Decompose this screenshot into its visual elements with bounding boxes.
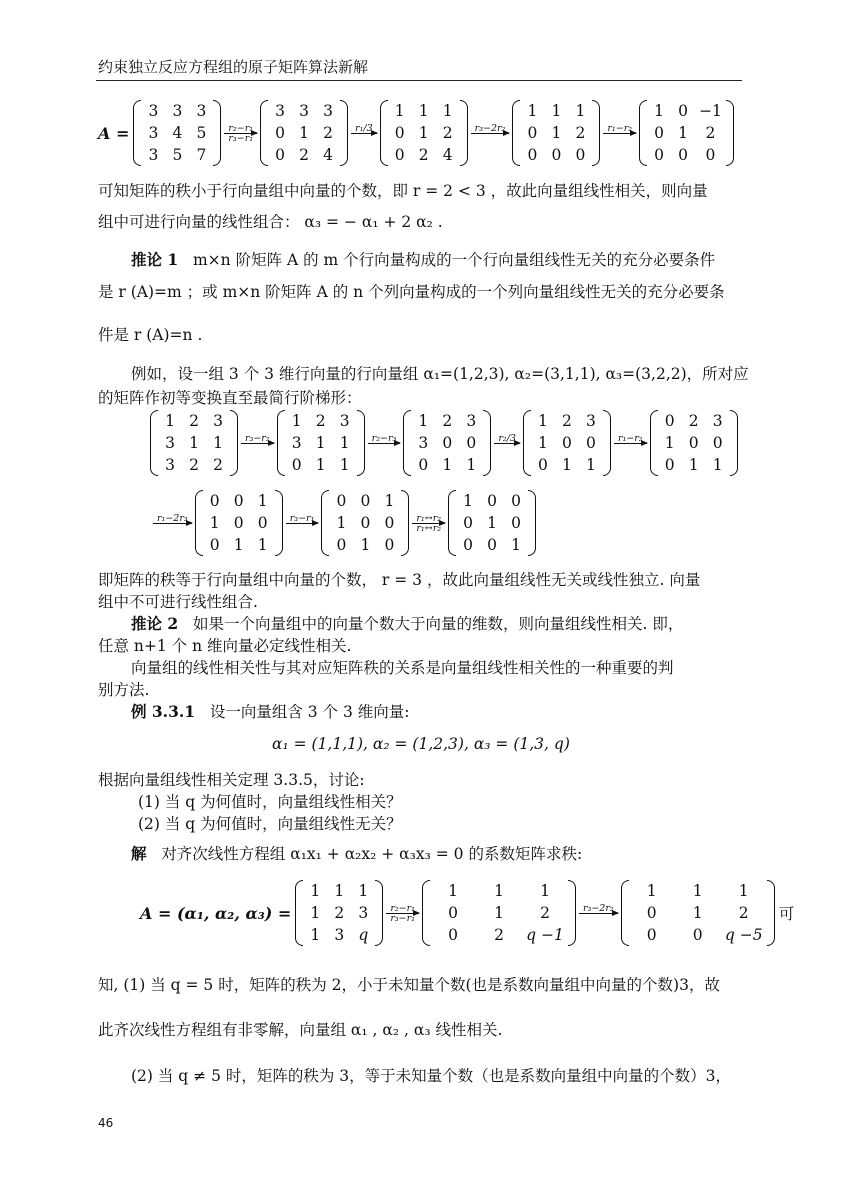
matrix-cell: 1: [688, 456, 699, 474]
arrow-icon: [351, 133, 377, 134]
matrix-cell: 0: [654, 146, 664, 164]
left-bracket: [523, 410, 531, 476]
corollary-1: [131, 250, 715, 270]
matrix-cell: 0: [538, 456, 548, 474]
right-bracket: [275, 490, 283, 556]
arrow-label: r₁−2r₃: [157, 512, 188, 524]
matrix-cell: 0: [448, 904, 458, 922]
matrix-cell: 1: [315, 434, 326, 452]
matrix-cell: 2: [540, 904, 550, 922]
arrow-spacer: [593, 914, 604, 923]
left-bracket: [380, 100, 388, 166]
matrix-cell: 0: [562, 434, 572, 452]
matrix: [260, 100, 348, 166]
matrix-cell: 1: [442, 102, 453, 120]
matrix-cell: 1: [586, 456, 596, 474]
transform-arrow: [286, 514, 319, 533]
matrix-cell: 5: [196, 124, 207, 142]
arrow-spacer: [252, 444, 263, 453]
matrix-cell: 3: [148, 124, 159, 142]
matrix-cell: 0: [487, 492, 497, 510]
matrix-cell: 3: [275, 102, 285, 120]
matrix-cell: 0: [442, 434, 453, 452]
matrix-cell: 1: [394, 102, 405, 120]
matrix-cell: 3: [358, 904, 369, 922]
arrow-spacer: [614, 134, 625, 143]
matrix-cell: 0: [511, 514, 521, 532]
arrow-label: r₃−r₁: [228, 132, 254, 144]
matrix-cell: 1: [466, 456, 477, 474]
matrix-cell: 0: [418, 456, 429, 474]
matrix-cell: 3: [339, 412, 350, 430]
matrix-cell: 0: [527, 124, 538, 142]
matrix-cell: 1: [310, 882, 321, 900]
trailing-text: 可: [778, 905, 795, 923]
left-bracket: [448, 490, 456, 556]
matrix-label: A =: [98, 123, 130, 143]
vector-definitions: α₁ = (1,1,1), α₂ = (1,2,3), α₃ = (1,3, q): [272, 735, 570, 753]
matrix-cell: 3: [165, 456, 175, 474]
matrix: [650, 410, 738, 476]
matrix-cell: 1: [257, 536, 268, 554]
matrix-cell: 2: [562, 412, 572, 430]
matrix-cell: 0: [275, 146, 285, 164]
right-bracket: [483, 410, 491, 476]
matrix-cell: 0: [551, 146, 562, 164]
matrix-cell: 1: [384, 492, 395, 510]
matrix-row-2: [150, 410, 738, 476]
matrix-cell: 4: [323, 146, 333, 164]
corollary-title: 推论 1: [131, 250, 179, 269]
transform-arrow: [351, 124, 377, 143]
matrix: [523, 410, 611, 476]
matrix-cell: 5: [172, 146, 183, 164]
right-bracket: [340, 100, 348, 166]
matrix-cell: 1: [494, 882, 504, 900]
solution-title: 解: [131, 844, 147, 863]
matrix: [380, 100, 468, 166]
left-bracket: [403, 410, 411, 476]
arrow-label: r₁−r₂: [617, 432, 643, 444]
matrix-cell: 2: [315, 412, 326, 430]
matrix-cell: 1: [551, 102, 562, 120]
matrix: [195, 490, 283, 556]
arrow-label: r₂/3: [498, 432, 516, 444]
matrix-cell: 0: [336, 536, 347, 554]
matrix-cell: 1: [418, 124, 429, 142]
matrix-cell: 1: [299, 124, 309, 142]
arrow-label: r₃−r₂: [245, 432, 270, 444]
arrow-spacer: [625, 444, 636, 453]
matrix-cell: 1: [562, 456, 572, 474]
arrow-label: r₁↔r₂: [416, 522, 442, 534]
arrow-icon: [603, 133, 636, 134]
right-bracket: [375, 880, 383, 946]
arrow-spacer: [358, 134, 369, 143]
matrix-cell: 1: [336, 514, 347, 532]
right-bracket: [568, 880, 576, 946]
arrow-icon: [386, 913, 419, 914]
paragraph-line: 的矩阵作初等变换直至最简行阶梯形：: [98, 389, 362, 407]
matrix-cell: 0: [463, 536, 473, 554]
transform-arrow: [494, 434, 520, 453]
matrix-row-4: [140, 880, 794, 946]
matrix-cell: 1: [339, 456, 350, 474]
arrow-spacer: [502, 444, 513, 453]
corollary-title: 推论 2: [131, 614, 179, 633]
arrow-icon: [614, 443, 647, 444]
matrix-cell: 0: [705, 146, 716, 164]
transform-arrow: [386, 904, 419, 923]
matrix: [639, 100, 734, 166]
arrow-icon: [368, 443, 401, 444]
transform-arrow: [579, 904, 618, 923]
arrow-label: r₂−r₁: [228, 122, 254, 134]
corollary-text: 如果一个向量组中的向量个数大于向量的维数，则向量组线性相关. 即，: [192, 615, 684, 633]
solution: [131, 844, 582, 864]
matrix-cell: 2: [418, 146, 429, 164]
matrix-cell: 2: [323, 124, 333, 142]
matrix-cell: 1: [257, 492, 268, 510]
paragraph-line: 件是 r (A)=n .: [98, 326, 203, 344]
matrix-cell: 0: [527, 146, 538, 164]
matrix-cell: 1: [511, 536, 521, 554]
paragraph-line: 组中可进行向量的线性组合： α₃ = − α₁ + 2 α₂ .: [98, 213, 443, 231]
right-bracket: [401, 490, 409, 556]
arrow-spacer: [297, 524, 308, 533]
matrix-cell: 1: [692, 882, 703, 900]
matrix: [621, 880, 775, 946]
matrix-cell: 2: [334, 904, 345, 922]
matrix-cell: 1: [209, 514, 220, 532]
matrix-label: A = (α₁, α₂, α₃) =: [140, 903, 292, 923]
matrix-row-1: [98, 100, 734, 166]
matrix-cell: 0: [586, 434, 596, 452]
transform-arrow: [412, 514, 445, 533]
paragraph-line: 是 r (A)=m ；或 m×n 阶矩阵 A 的 n 个列向量构成的一个列向量组线性无关的充分必要条: [98, 283, 725, 301]
right-bracket: [357, 410, 365, 476]
example-3-3-1: [131, 702, 409, 722]
transform-arrow: [603, 124, 636, 143]
matrix: [277, 410, 365, 476]
matrix-cell: 0: [384, 514, 395, 532]
matrix-cell: 2: [189, 456, 199, 474]
matrix-cell: 3: [196, 102, 207, 120]
matrix-cell: 1: [527, 102, 538, 120]
left-bracket: [321, 490, 329, 556]
paragraph-line: 向量组的线性相关性与其对应矩阵秩的关系是向量组线性相关性的一种重要的判: [131, 659, 674, 677]
matrix-cell: 3: [323, 102, 333, 120]
question-2: (2) 当 q 为何值时，向量组线性无关？: [138, 815, 402, 833]
matrix-cell: 2: [442, 412, 453, 430]
matrix-cell: 3: [291, 434, 302, 452]
matrix-cell: 3: [148, 102, 159, 120]
matrix-cell: 2: [189, 412, 199, 430]
matrix: [512, 100, 600, 166]
matrix-cell: 0: [678, 146, 688, 164]
matrix-cell: 0: [688, 434, 699, 452]
matrix-cell: 1: [678, 124, 688, 142]
arrow-icon: [286, 523, 319, 524]
transform-arrow: [224, 124, 257, 143]
right-bracket: [460, 100, 468, 166]
matrix: [150, 410, 238, 476]
arrow-label: r₂−r₃: [371, 432, 397, 444]
matrix-cell: q −1: [526, 926, 564, 944]
matrix-cell: 3: [418, 434, 429, 452]
matrix-cell: 3: [586, 412, 596, 430]
right-bracket: [767, 880, 775, 946]
matrix-cell: 1: [487, 514, 497, 532]
matrix-cell: 0: [384, 536, 395, 554]
matrix-cell: 3: [148, 146, 159, 164]
paragraph-line: 可知矩阵的秩小于行向量组中向量的个数，即 r = 2 < 3 ，故此向量组线性相关，则向量: [98, 182, 708, 200]
question-1: (1) 当 q 为何值时，向量组线性相关？: [138, 793, 402, 811]
matrix-cell: 0: [712, 434, 723, 452]
matrix-cell: 1: [334, 882, 345, 900]
paragraph-line: 即矩阵的秩等于行向量组中向量的个数， r = 3 ，故此向量组线性无关或线性独立. 向量: [98, 571, 701, 589]
matrix-cell: 1: [291, 412, 302, 430]
matrix-cell: 0: [664, 412, 675, 430]
matrix-cell: −1: [699, 102, 722, 120]
arrow-spacer: [378, 444, 389, 453]
left-bracket: [650, 410, 658, 476]
matrix-cell: 0: [448, 926, 458, 944]
matrix-cell: 3: [165, 434, 175, 452]
left-bracket: [150, 410, 158, 476]
matrix-cell: 2: [494, 926, 504, 944]
matrix-cell: 1: [310, 926, 321, 944]
right-bracket: [528, 490, 536, 556]
matrix-cell: 0: [275, 124, 285, 142]
paragraph-line: 此齐次线性方程组有非零解，向量组 α₁ , α₂ , α₃ 线性相关.: [98, 1021, 503, 1039]
matrix-cell: 0: [394, 146, 405, 164]
transform-arrow: [614, 434, 647, 453]
right-bracket: [592, 100, 600, 166]
matrix-cell: 1: [692, 904, 703, 922]
transform-arrow: [471, 124, 510, 143]
matrix-cell: 2: [738, 904, 749, 922]
right-bracket: [603, 410, 611, 476]
paragraph-line: 组中不可进行线性组合.: [98, 593, 258, 611]
matrix-cell: 0: [257, 514, 268, 532]
matrix-cell: 1: [358, 882, 369, 900]
matrix-cell: 0: [336, 492, 347, 510]
matrix-cell: 1: [575, 102, 586, 120]
matrix-cell: 1: [540, 882, 550, 900]
arrow-icon: [224, 133, 257, 134]
arrow-label: r₁−r₂: [607, 122, 633, 134]
matrix-cell: 0: [209, 492, 220, 510]
arrow-label: r₃−2r₂: [474, 122, 506, 134]
matrix-cell: 4: [172, 124, 183, 142]
arrow-icon: [412, 523, 445, 524]
matrix: [133, 100, 221, 166]
matrix-cell: 1: [538, 434, 548, 452]
arrow-label: r₁/3: [355, 122, 373, 134]
arrow-icon: [241, 443, 274, 444]
matrix-cell: 1: [189, 434, 199, 452]
matrix-cell: 1: [448, 882, 458, 900]
arrow-spacer: [485, 134, 496, 143]
left-bracket: [133, 100, 141, 166]
matrix-cell: 1: [738, 882, 749, 900]
matrix-cell: 2: [575, 124, 586, 142]
matrix-cell: 2: [705, 124, 716, 142]
matrix-cell: 2: [213, 456, 223, 474]
matrix-cell: 0: [487, 536, 497, 554]
paragraph-line: 根据向量组线性相关定理 3.3.5，讨论:: [98, 771, 365, 789]
arrow-label: r₃−r₁: [289, 512, 315, 524]
matrix-cell: 1: [551, 124, 562, 142]
matrix-cell: 1: [494, 904, 504, 922]
corollary-text: m×n 阶矩阵 A 的 m 个行向量构成的一个行向量组线性无关的充分必要条件: [192, 251, 716, 269]
right-bracket: [726, 100, 734, 166]
matrix-cell: 0: [360, 514, 371, 532]
transform-arrow: [368, 434, 401, 453]
matrix: [448, 490, 536, 556]
matrix: [295, 880, 383, 946]
matrix-cell: 0: [466, 434, 477, 452]
matrix-cell: q −5: [724, 926, 763, 944]
paragraph-line: 例如，设一组 3 个 3 维行向量的行向量组 α₁=(1,2,3), α₂=(3,1,1), α₃=(3,2,2)，所对应: [131, 365, 749, 383]
matrix-cell: 3: [334, 926, 345, 944]
transform-arrow: [241, 434, 274, 453]
matrix-cell: 0: [360, 492, 371, 510]
example-title: 例 3.3.1: [131, 702, 196, 721]
matrix-cell: 0: [233, 514, 244, 532]
matrix-cell: 0: [233, 492, 244, 510]
left-bracket: [639, 100, 647, 166]
matrix-cell: 0: [291, 456, 302, 474]
matrix-cell: 0: [575, 146, 586, 164]
running-header: 约束独立反应方程组的原子矩阵算法新解: [98, 58, 369, 76]
matrix-cell: 0: [463, 514, 473, 532]
matrix-cell: 0: [511, 492, 521, 510]
matrix-cell: 1: [646, 882, 657, 900]
matrix-cell: 0: [664, 456, 675, 474]
left-bracket: [260, 100, 268, 166]
paragraph-line: 知, (1) 当 q = 5 时，矩阵的秩为 2，小于未知量个数(也是系数向量组中向量的个数)3，故: [98, 976, 720, 994]
page-number: 46: [98, 1116, 114, 1130]
matrix-cell: 3: [466, 412, 477, 430]
arrow-label: r₃−r₁: [390, 912, 415, 924]
matrix-cell: 1: [213, 434, 223, 452]
matrix-cell: 1: [233, 536, 244, 554]
right-bracket: [730, 410, 738, 476]
paragraph-line: (2) 当 q ≠ 5 时，矩阵的秩为 3，等于未知量个数（也是系数向量组中向量的个数）3，: [131, 1067, 732, 1085]
matrix-cell: 2: [442, 124, 453, 142]
arrow-icon: [471, 133, 510, 134]
arrow-label: r₂−r₁: [390, 902, 415, 914]
matrix-cell: 1: [463, 492, 473, 510]
matrix-cell: 4: [442, 146, 453, 164]
arrow-icon: [494, 443, 520, 444]
matrix-cell: 3: [299, 102, 309, 120]
left-bracket: [512, 100, 520, 166]
arrow-icon: [579, 913, 618, 914]
matrix-cell: 1: [165, 412, 175, 430]
matrix-cell: q: [358, 926, 369, 944]
matrix-cell: 0: [646, 904, 657, 922]
matrix-cell: 3: [712, 412, 723, 430]
matrix-cell: 1: [654, 102, 664, 120]
paragraph-line: 别方法.: [98, 681, 150, 699]
matrix-cell: 0: [678, 102, 688, 120]
arrow-label: r₃−2r₂: [583, 902, 614, 914]
right-bracket: [213, 100, 221, 166]
matrix-cell: 1: [418, 412, 429, 430]
matrix-cell: 2: [299, 146, 309, 164]
matrix-cell: 1: [664, 434, 675, 452]
arrow-icon: [153, 523, 192, 524]
matrix-cell: 3: [172, 102, 183, 120]
matrix-cell: 1: [315, 456, 326, 474]
matrix-cell: 0: [654, 124, 664, 142]
matrix-cell: 3: [213, 412, 223, 430]
arrow-label: r₁↔r₂: [416, 512, 442, 524]
corollary-2: [131, 614, 683, 634]
matrix-cell: 1: [538, 412, 548, 430]
example-text: 设一向量组含 3 个 3 维向量:: [209, 703, 410, 721]
right-bracket: [230, 410, 238, 476]
matrix: [422, 880, 576, 946]
matrix-cell: 1: [442, 456, 453, 474]
left-bracket: [422, 880, 430, 946]
matrix-cell: 1: [339, 434, 350, 452]
matrix-cell: 2: [688, 412, 699, 430]
matrix: [321, 490, 409, 556]
matrix-cell: 1: [360, 536, 371, 554]
matrix-cell: 7: [196, 146, 207, 164]
paragraph-line: 任意 n+1 个 n 维向量必定线性相关.: [98, 637, 352, 655]
matrix-cell: 1: [418, 102, 429, 120]
left-bracket: [277, 410, 285, 476]
matrix-cell: 1: [712, 456, 723, 474]
left-bracket: [621, 880, 629, 946]
matrix-cell: 1: [310, 904, 321, 922]
left-bracket: [195, 490, 203, 556]
matrix-cell: 0: [646, 926, 657, 944]
header-rule: [96, 80, 742, 81]
matrix-cell: 0: [692, 926, 703, 944]
matrix: [403, 410, 491, 476]
matrix-row-3: [150, 490, 536, 556]
matrix-cell: 0: [394, 124, 405, 142]
transform-arrow: [153, 514, 192, 533]
left-bracket: [295, 880, 303, 946]
matrix-cell: 0: [209, 536, 220, 554]
arrow-spacer: [167, 524, 178, 533]
solution-text: 对齐次线性方程组 α₁x₁ + α₂x₂ + α₃x₃ = 0 的系数矩阵求秩:: [161, 845, 583, 863]
